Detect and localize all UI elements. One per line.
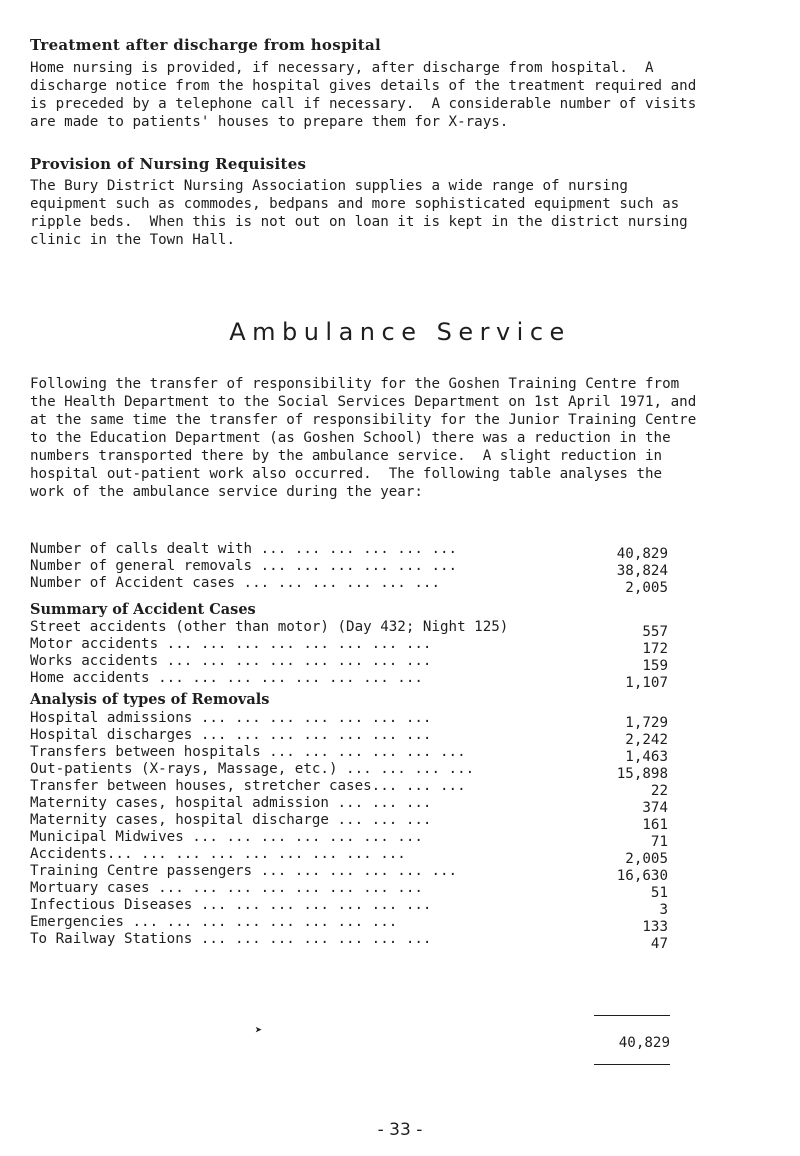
accident-summary-heading: Summary of Accident Cases — [30, 601, 256, 618]
row-value: 38,824 — [616, 563, 668, 579]
ambulance-paragraph: Following the transfer of responsibility for the Goshen Training Centre from the Health Department to the Social Services Department on 1st April 1971, and at the same time the transfer of responsibility for the Junior Training Centre to the Education Department (as Goshen School) there was a reduction in the numbers transported there by the ambulance service. A slight reduction in hospital out-patient work also occurred. The following table analyses the work of the ambulance service during the year: — [30, 376, 697, 500]
total-rule-top — [594, 1015, 670, 1016]
row-label: Number of general removals ... ... ... ... ... ... — [30, 558, 458, 574]
row-value: 2,242 — [625, 732, 668, 748]
table-row — [30, 812, 770, 833]
requisites-heading: Provision of Nursing Requisites — [30, 155, 307, 173]
row-label: Accidents... ... ... ... ... ... ... ... ... — [30, 846, 406, 862]
row-label: Hospital admissions ... ... ... ... ... ... ... — [30, 710, 432, 726]
table-row — [30, 931, 770, 952]
row-label: Motor accidents ... ... ... ... ... ... ... ... — [30, 636, 432, 652]
row-label: Transfer between houses, stretcher cases... ... ... — [30, 778, 466, 794]
row-value: 133 — [642, 919, 668, 935]
row-value: 3 — [659, 902, 668, 918]
table-row — [30, 846, 770, 867]
table-row — [30, 778, 770, 799]
table-row — [30, 541, 770, 562]
row-label: Out-patients (X-rays, Massage, etc.) ... ... ... ... — [30, 761, 475, 777]
arrow-mark-icon: ➤ — [255, 1023, 263, 1037]
table-row — [30, 914, 770, 935]
row-value: 557 — [642, 624, 668, 640]
table-row — [30, 575, 770, 596]
table-row — [30, 653, 770, 674]
row-label: Training Centre passengers ... ... ... ... ... ... — [30, 863, 458, 879]
page-number: - 33 - — [377, 1120, 423, 1140]
row-label: Number of calls dealt with ... ... ... ... ... ... — [30, 541, 458, 557]
table-row — [30, 795, 770, 816]
row-value: 374 — [642, 800, 668, 816]
row-value: 1,463 — [625, 749, 668, 765]
row-label: Home accidents ... ... ... ... ... ... ... ... — [30, 670, 423, 686]
treatment-heading: Treatment after discharge from hospital — [30, 36, 381, 54]
row-value: 15,898 — [616, 766, 668, 782]
table-row — [30, 619, 770, 640]
row-value: 159 — [642, 658, 668, 674]
row-value: 16,630 — [616, 868, 668, 884]
row-label: Works accidents ... ... ... ... ... ... ... ... — [30, 653, 432, 669]
row-value: 71 — [650, 834, 668, 850]
row-label: Maternity cases, hospital discharge ... ... ... — [30, 812, 432, 828]
row-value: 40,829 — [616, 546, 668, 562]
row-label: Maternity cases, hospital admission ... ... ... — [30, 795, 432, 811]
row-value: 2,005 — [625, 851, 668, 867]
row-value: 2,005 — [625, 580, 668, 596]
row-value: 161 — [642, 817, 668, 833]
row-label: Street accidents (other than motor) (Day 432; Night 125) — [30, 619, 509, 635]
row-value: 47 — [650, 936, 668, 952]
table-row — [30, 670, 770, 691]
total-rule-bottom — [594, 1064, 670, 1065]
requisites-paragraph: The Bury District Nursing Association supplies a wide range of nursing equipment such as commodes, bedpans and more sophisticated equipment such as ripple beds. When this is not out on loan it is kept in the district nursing clinic in the Town Hall. — [30, 178, 688, 248]
table-row — [30, 880, 770, 901]
row-label: Infectious Diseases ... ... ... ... ... ... ... — [30, 897, 432, 913]
removals-analysis-heading: Analysis of types of Removals — [30, 691, 270, 708]
table-row — [30, 863, 770, 884]
row-value: 1,107 — [625, 675, 668, 691]
row-label: Hospital discharges ... ... ... ... ... ... ... — [30, 727, 432, 743]
row-label: Emergencies ... ... ... ... ... ... ... ... — [30, 914, 398, 930]
row-label: Municipal Midwives ... ... ... ... ... ... ... — [30, 829, 423, 845]
row-value: 22 — [650, 783, 668, 799]
table-row — [30, 897, 770, 918]
row-value: 51 — [650, 885, 668, 901]
row-value: 1,729 — [625, 715, 668, 731]
table-row — [30, 636, 770, 657]
row-label: Mortuary cases ... ... ... ... ... ... ... ... — [30, 880, 423, 896]
table-row — [30, 710, 770, 731]
row-label: To Railway Stations ... ... ... ... ... ... ... — [30, 931, 432, 947]
table-row — [30, 744, 770, 765]
table-row — [30, 829, 770, 850]
row-value: 172 — [642, 641, 668, 657]
row-label: Transfers between hospitals ... ... ... ... ... ... — [30, 744, 466, 760]
row-label: Number of Accident cases ... ... ... ... ... ... — [30, 575, 440, 591]
treatment-paragraph: Home nursing is provided, if necessary, after discharge from hospital. A discharge notice from the hospital gives details of the treatment required and is preceded by a telephone call if necessary. A considerable number of visits are made to patients' houses to prepare them for X-rays. — [30, 60, 697, 130]
removals-total: 40,829 — [618, 1035, 670, 1051]
table-row — [30, 558, 770, 579]
ambulance-service-title: Ambulance Service — [229, 318, 571, 346]
table-row — [30, 727, 770, 748]
table-row — [30, 761, 770, 782]
